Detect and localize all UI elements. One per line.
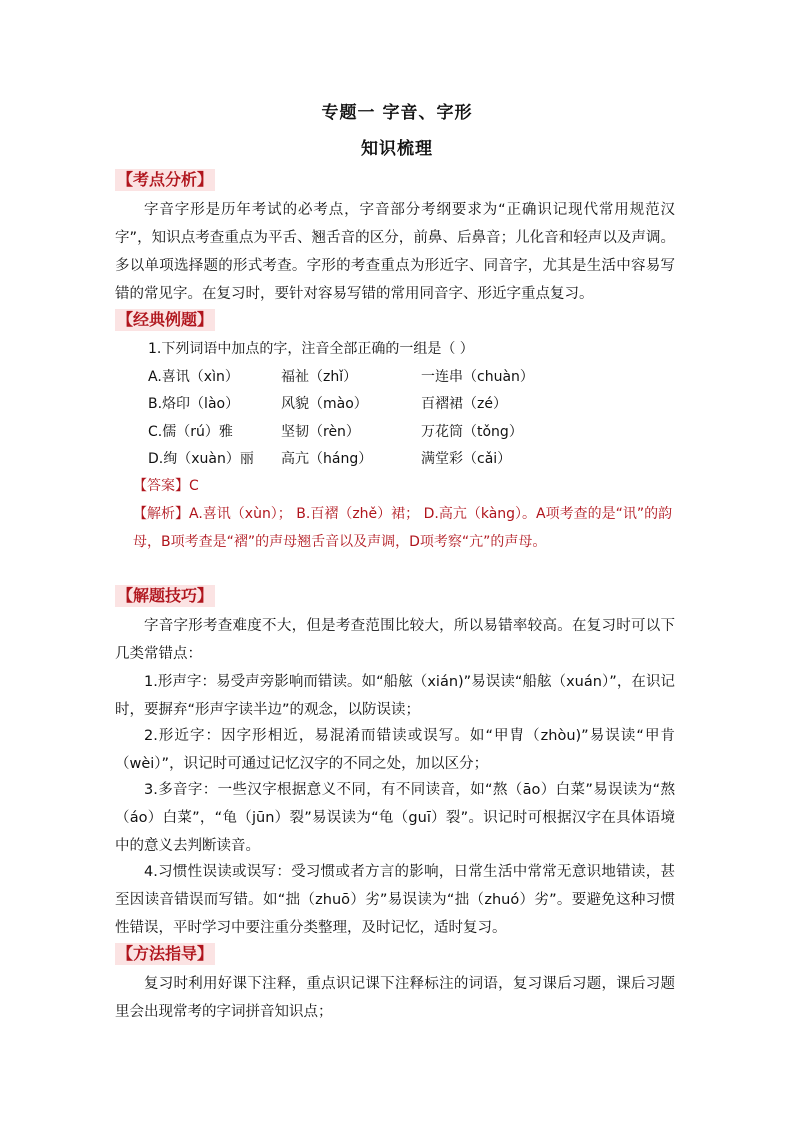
- option-b-2: 风貌（mào）: [281, 396, 368, 412]
- jiqiao-item-1: 1.形声字：易受声旁影响而错读。如“船舷（xián)”易误读“船舷（xuán）”，在识记时，要摒弃“形声字读半边”的观念，以防误读；: [115, 674, 675, 718]
- option-d-3: 满堂彩（cǎi）: [421, 451, 512, 467]
- answer-value: C: [189, 478, 199, 494]
- analysis-block: [133, 500, 678, 556]
- kaodian-paragraph: 字音字形是历年考试的必考点，字音部分考纲要求为“正确识记现代常用规范汉字”，知识点考查重点为平舌、翘舌音的区分，前鼻、后鼻音；儿化音和轻声以及声调。多以单项选择题的形式考查。字形的考查重点为形近字、同音字，尤其是生活中容易写错的常见字。在复习时，要针对容易写错的常用同音字、形近字重点复习。: [115, 202, 675, 302]
- page-subtitle: 知识梳理: [361, 139, 433, 159]
- option-a-3: 一连串（chuàn）: [421, 369, 534, 385]
- section-heading-kaodian: 【考点分析】: [117, 170, 214, 189]
- option-c-1: C.儒（rú）雅: [148, 424, 233, 440]
- option-d-2: 高亢（háng）: [281, 451, 373, 467]
- section-heading-fangfa: 【方法指导】: [117, 944, 214, 963]
- jiqiao-item-2: 2.形近字：因字形相近，易混淆而错读或误写。如“甲胄（zhòu)”易误读“甲肯（wèi）”，识记时可通过记忆汉字的不同之处，加以区分；: [115, 728, 675, 772]
- option-a-2: 福祉（zhǐ）: [281, 369, 358, 385]
- fangfa-paragraph: 复习时利用好课下注释，重点识记课下注释标注的词语，复习课后习题，课后习题里会出现常考的字词拼音知识点；: [115, 976, 675, 1020]
- jiqiao-item-3: 3.多音字：一些汉字根据意义不同，有不同读音，如“熬（āo）白菜”易误读为“熬（áo）白菜”，“龟（jūn）裂”易误读为“龟（guī）裂”。识记时可根据汉字在具体语境中的意义去判断读音。: [115, 782, 675, 854]
- jiqiao-intro: 字音字形考查难度不大，但是考查范围比较大，所以易错率较高。在复习时可以下几类常错点：: [115, 618, 675, 662]
- page-title: 专题一 字音、字形: [321, 103, 473, 123]
- analysis-body: A.喜讯（xùn）； B.百褶（zhě）裙； D.高亢（kàng）。A项考查的是“讯”的韵母，B项考查是“褶”的声母翘舌音以及声调，D项考察“亢”的声母。: [133, 506, 673, 550]
- analysis-label: 【解析】: [133, 506, 189, 522]
- section-heading-jiqiao: 【解题技巧】: [117, 586, 214, 605]
- answer-label: 【答案】: [133, 478, 189, 494]
- option-b-3: 百褶裙（zé）: [421, 396, 507, 412]
- example-question: 1.下列词语中加点的字，注音全部正确的一组是（ ）: [148, 341, 474, 357]
- option-c-2: 坚韧（rèn）: [281, 424, 360, 440]
- option-b-1: B.烙印（lào）: [148, 396, 240, 412]
- jiqiao-item-4: 4.习惯性误读或误写：受习惯或者方言的影响，日常生活中常常无意识地错读，甚至因读音错误而写错。如“拙（zhuō）劣”易误读为“拙（zhuó）劣”。要避免这种习惯性错误，平时学习中要注重分类整理，及时记忆，适时复习。: [115, 864, 675, 936]
- answer-line: [133, 475, 199, 497]
- option-a-1: A.喜讯（xìn）: [148, 369, 239, 385]
- option-c-3: 万花筒（tǒng）: [421, 424, 523, 440]
- option-d-1: D.绚（xuàn）丽: [148, 451, 254, 467]
- section-heading-liti: 【经典例题】: [117, 310, 214, 329]
